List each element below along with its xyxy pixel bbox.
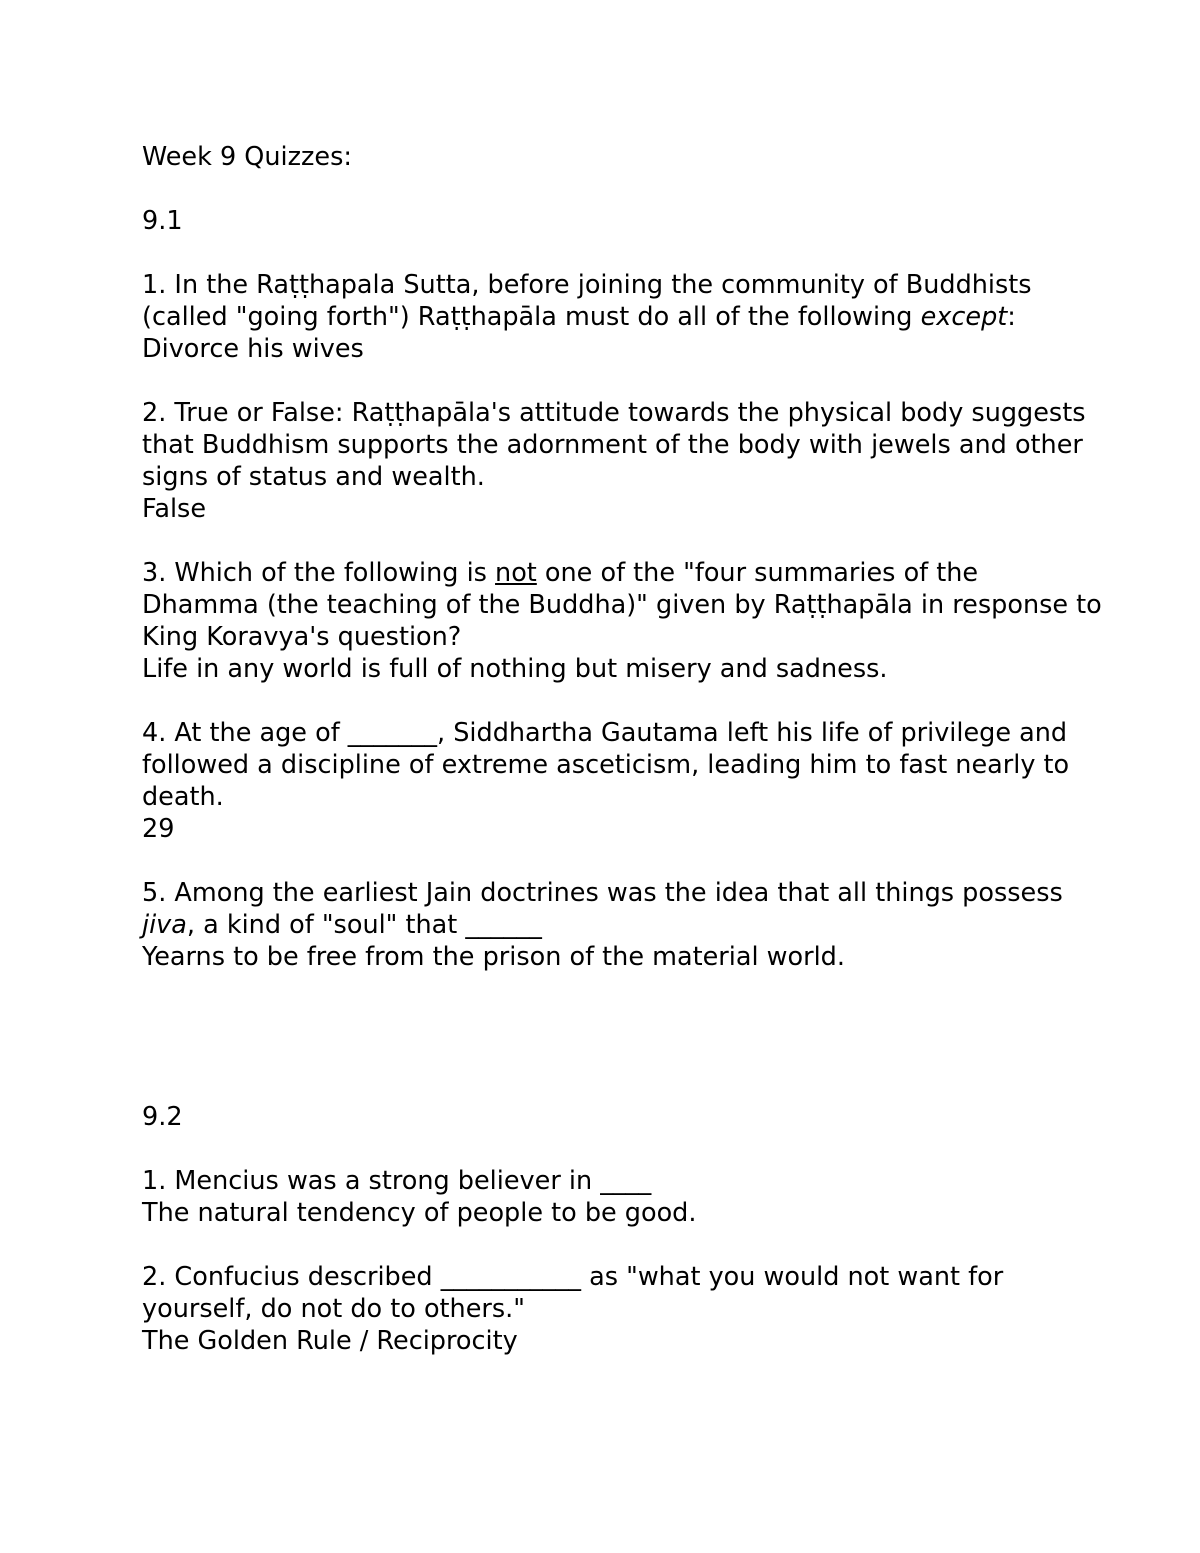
spacer [142, 237, 1102, 269]
spacer [142, 845, 1102, 877]
question-underline: not [495, 558, 537, 588]
question-text [142, 877, 1102, 941]
section-label: 9.2 [142, 1102, 183, 1132]
spacer [142, 1133, 1102, 1165]
spacer [142, 525, 1102, 557]
document-page [142, 141, 1110, 1357]
question-text-part: 1. In the Raṭṭhapala Sutta, before joining the community of Buddhists (called "going forth") Raṭṭhapāla must do all of the following [142, 270, 1040, 332]
question-text: 2. True or False: Raṭṭhapāla's attitude towards the physical body suggests that Buddhism supports the adornment of the body with jewels and other signs of status and wealth. [142, 398, 1094, 492]
answer-text: The natural tendency of people to be good. [142, 1198, 697, 1228]
answer-text: False [142, 494, 207, 524]
spacer [142, 685, 1102, 717]
spacer [142, 173, 1102, 205]
question-text-part: , a kind of "soul" that ______ [186, 910, 542, 940]
answer-text: The Golden Rule / Reciprocity [142, 1326, 518, 1356]
answer-text: Life in any world is full of nothing but misery and sadness. [142, 654, 888, 684]
question-text-part: 5. Among the earliest Jain doctrines was the idea that all things possess [142, 878, 1071, 908]
spacer [142, 365, 1102, 397]
spacer [142, 973, 1102, 1101]
question-text: 2. Confucius described ___________ as "what you would not want for yourself, do not do to others." [142, 1262, 1012, 1324]
question-text-part: one of the "four summaries of the Dhamma (the teaching of the Buddha)" given by Raṭṭhapāla in response to King Koravya's question? [142, 558, 1110, 652]
answer-text: 29 [142, 814, 175, 844]
question-text [142, 557, 1110, 653]
question-emphasis: except [920, 302, 1008, 332]
question-text: 1. Mencius was a strong believer in ____ [142, 1166, 652, 1196]
question-text [142, 269, 1102, 333]
document-title: Week 9 Quizzes: [142, 142, 352, 172]
question-text: 4. At the age of _______, Siddhartha Gautama left his life of privilege and followed a discipline of extreme asceticism, leading him to fast nearly to death. [142, 718, 1078, 812]
answer-text: Divorce his wives [142, 334, 364, 364]
question-text-part: : [1007, 302, 1016, 332]
spacer [142, 1229, 1102, 1261]
section-label: 9.1 [142, 206, 183, 236]
question-text-part: 3. Which of the following is [142, 558, 496, 588]
answer-text: Yearns to be free from the prison of the material world. [142, 942, 845, 972]
question-emphasis: jiva [142, 910, 187, 940]
